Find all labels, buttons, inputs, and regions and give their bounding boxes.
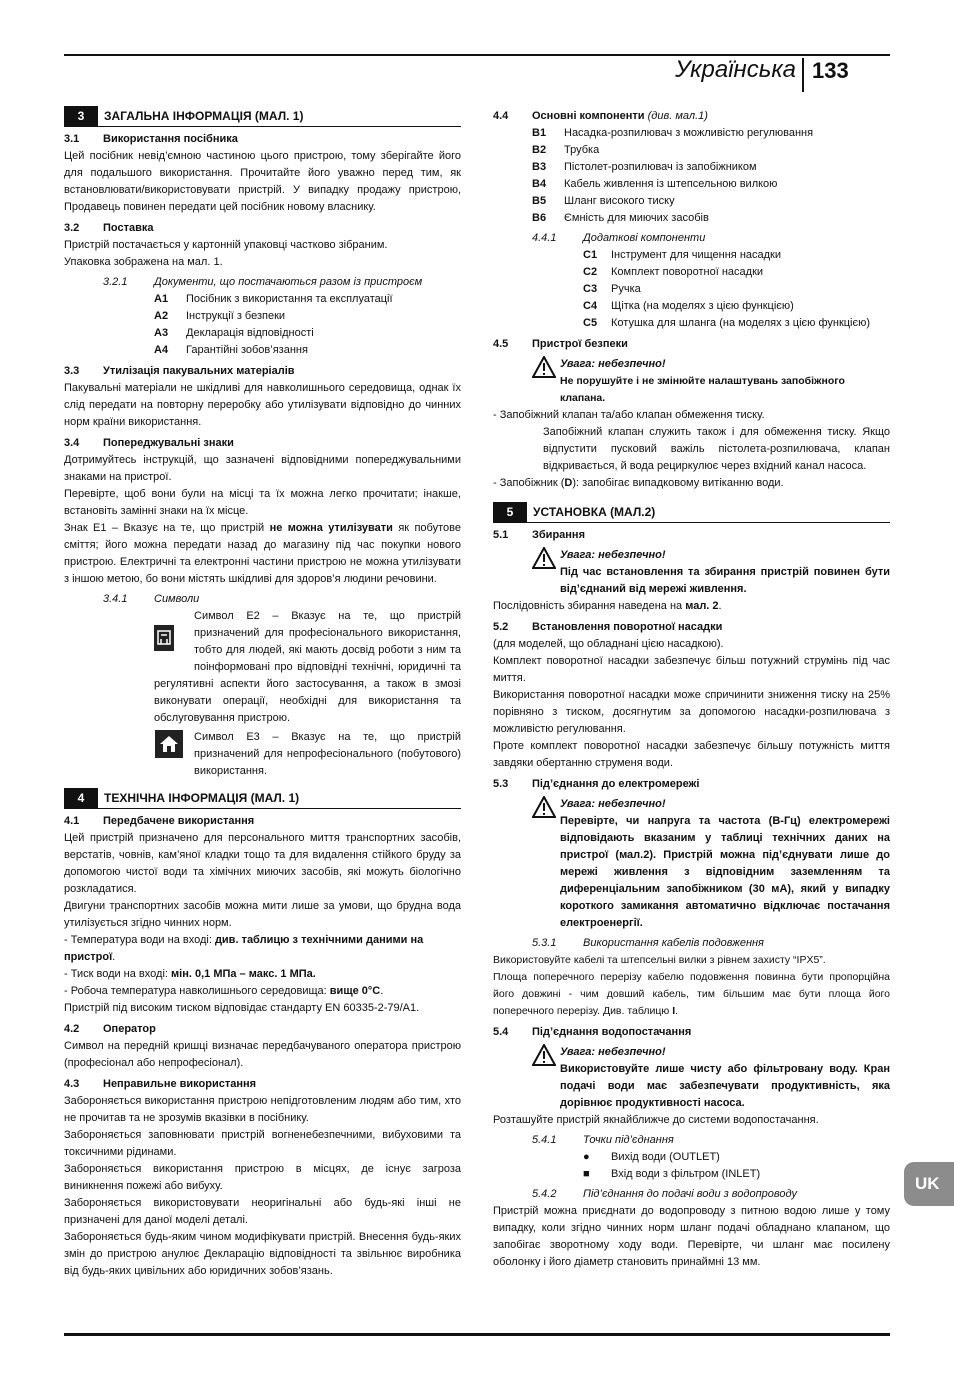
symbol-e2 [154,608,194,668]
component-list-b [532,125,890,227]
paragraph: Забороняється заповнювати пристрій вогненебезпечними, вибуховими та токсичними рідинами. [64,1129,461,1158]
subsection-4-5: 4.5 Пристрої безпеки [493,338,628,350]
list-item: A3 Декларація відповідності [154,327,314,339]
warning-block [532,1044,890,1112]
list-item: C3 Ручка [583,283,641,295]
list-item: A4 Гарантійні зобов’язання [154,344,308,356]
list-item: C4 Щітка (на моделях з цією функцією) [583,300,794,312]
header-divider [802,58,804,92]
warning-icon [532,796,560,932]
paragraph-e1: Знак E1 – Вказує на те, що пристрій не можна утилізувати як побутове сміття; його можна передати назад до магазину під час покупки нового пристрою. Електричні та електронні частини пристрою не можна утилізувати з іншою метою, бо вони містять шкідливі для здоров’я людини речовини. [64,522,461,585]
paragraph: Перевірте, щоб вони були на місці та їх можна легко прочитати; інакше, встановіть замінні знаки на їх місце. [64,488,461,517]
bullet: - Температура води на вході: див. таблицю з технічними даними на пристрої. [64,934,424,963]
footer-rule [64,1333,890,1336]
page-number: 133 [812,58,849,83]
paragraph: (для моделей, що обладнані цією насадкою). [493,638,724,650]
list-item: A1 Посібник з використання та експлуатації [154,293,393,305]
subsection-5-1: 5.1 Збирання [493,529,585,541]
warning-title: Увага: небезпечно! [560,798,666,810]
subsection-5-2: 5.2 Встановлення поворотної насадки [493,621,723,633]
subsection-4-4: 4.4 Основні компоненти (див. мал.1) [493,110,708,122]
paragraph: Символ на передній кришці визначає передбачуваного оператора пристрою (професіонал або непрофесіонал). [64,1040,461,1069]
list-item: B1 Насадка-розпилювач з можливістю регулювання [532,127,814,139]
subsubsection-3-4-1: 3.4.1 Символи [103,593,200,605]
paragraph: - Запобіжний клапан та/або клапан обмеження тиску. [493,409,765,421]
paragraph: Упаковка зображена на мал. 1. [64,256,223,268]
paragraph: Дотримуйтесь інструкцій, що зазначені відповідними попереджувальними знаками на пристрої. [64,454,461,483]
paragraph: - Запобіжник (D): запобігає випадковому витіканню води. [493,477,784,489]
warning-title: Увага: небезпечно! [560,549,666,561]
paragraph: Забороняється використання пристрою непідготовленим людям або тим, хто не прочитав та не зрозумів вказівки в посібнику. [64,1095,461,1124]
warning-block [532,547,890,598]
home-use-icon [154,729,184,759]
warning-title: Увага: небезпечно! [560,1046,666,1058]
subsection-4-2: 4.2 Оператор [64,1023,156,1035]
paragraph: Пристрій можна приєднати до водопроводу з питною водою лише у тому випадку, коли згідно чинних норм шланг подачі обладнано клапаном, що запобігає зворотному ходу води. Перевірте, чи шланг має посилену оболонку і його діаметр становить принаймні 13 мм. [493,1205,890,1268]
paragraph: Запобіжний клапан служить також і для обмеження тиску. Якщо відпустити пусковий важіль пістолета-розпилювача, клапан відкривається, й вода рециркулює через вхідний канал насоса. [543,426,890,472]
paragraph: Проте комплект поворотної насадки забезпечує більшу потужність миття завдяки обертанню струменя води. [493,740,890,769]
subsection-3-4: 3.4 Попереджувальні знаки [64,437,234,449]
section-title: УСТАНОВКА (МАЛ.2) [533,504,656,519]
paragraph: Комплект поворотної насадки забезпечує більш потужний струмінь під час миття. [493,655,890,684]
paragraph: Розташуйте пристрій якнайближче до системи водопостачання. [493,1114,819,1126]
connection-points [583,1149,890,1183]
paragraph: Забороняється використовувати неоригінальні або будь-які інші не призначені для даної моделі деталі. [64,1197,461,1226]
paragraph: Площа поперечного перерізу кабелю подовження повинна бути пропорційна його довжині - чим довший кабель, тим більшим має бути площа його поперечного перерізу. Див. таблицю I. [493,971,890,1017]
warning-text: Під час встановлення та збирання пристрій повинен бути від’єднаний від мережі живлення. [560,566,890,595]
subsection-3-1: 3.1 Використання посібника [64,133,238,145]
list-item: C2 Комплект поворотної насадки [583,266,764,278]
component-list-c [583,247,890,332]
paragraph: Цей пристрій призначено для персонального миття транспортних засобів, верстатів, човнів, кам’яної кладки тощо та для видалення стійкого бруду за допомогою чистої води та хімічних миючих засобів, які можуть біологічно розкладатися. [64,832,461,895]
subsubsection-3-2-1: 3.2.1 Документи, що постачаються разом із пристроєм [103,276,423,288]
warning-block [532,796,890,932]
subsection-5-4: 5.4 Під’єднання водопостачання [493,1026,692,1038]
bullet: - Робоча температура навколишнього середовища: вище 0°C. [64,985,384,997]
section-5-heading [493,502,890,523]
subsection-4-3: 4.3 Неправильне використання [64,1078,257,1090]
left-column [64,106,461,1280]
header-language: Українська [675,56,796,83]
section-number: 5 [493,502,527,522]
circle-icon: ● [583,1151,590,1163]
component-list-a [154,291,461,359]
paragraph: Цей посібник невід’ємною частиною цього пристрою, тому зберігайте його для подальшого використання. Прочитайте його уважно перед тим, як встановлювати/використовувати пристрій. У випадку продажу пристрою, Продавець повинен передати цей посібник новому власнику. [64,150,461,213]
paragraph: Використання поворотної насадки може спричинити зниження тиску на 25% порівняно з тиском, досягнутим за допомогою насадки-розпилювача з можливістю регулювання. [493,689,890,735]
symbol-e3 [154,729,194,780]
warning-title: Увага: небезпечно! [560,358,666,370]
list-item: C1 Інструмент для чищення насадки [583,249,782,261]
subsection-4-1: 4.1 Передбачене використання [64,815,255,827]
list-item: B5 Шланг високого тиску [532,195,675,207]
list-item: B4 Кабель живлення із штепсельною вилкою [532,178,778,190]
list-item: B3 Пістолет-розпилювач із запобіжником [532,161,757,173]
list-item: ■ Вхід води з фільтром (INLET) [583,1166,890,1183]
paragraph: Використовуйте кабелі та штепсельні вилки з рівнем захисту “IPX5”. [493,954,826,966]
subsection-3-2: 3.2 Поставка [64,222,154,234]
section-title: ТЕХНІЧНА ІНФОРМАЦІЯ (МАЛ. 1) [104,790,300,805]
paragraph: Пристрій постачається у картонній упаковці частково зібраним. [64,239,388,251]
subsection-5-3: 5.3 Під’єднання до електромережі [493,778,700,790]
paragraph: Пристрій під високим тиском відповідає стандарту EN 60335-2-79/A1. [64,1002,420,1014]
paragraph: Забороняється використання пристрою в місцях, де існує загроза виникнення пожежі або вибуху. [64,1163,461,1192]
section-4-heading [64,788,461,809]
square-icon: ■ [583,1168,590,1180]
subsubsection-4-4-1: 4.4.1 Додаткові компоненти [532,232,706,244]
list-item: B6 Ємність для миючих засобів [532,212,709,224]
symbol-e2-block [154,608,461,727]
section-number: 4 [64,788,98,808]
paragraph-e2: Символ E2 – Вказує на те, що пристрій призначений для професіонального використання, тобто для людей, які мають досвід роботи з ним та поінформовані про відповідні технічні, юридичні та регулятивні аспекти його застосування, а також в змозі виконувати операції, необхідні для використання та обслуговування пристрою. [154,610,461,724]
list-item: C5 Котушка для шланга (на моделях з цією функцією) [583,317,871,329]
subsubsection-5-4-1: 5.4.1 Точки під’єднання [532,1134,674,1146]
warning-icon [532,356,560,407]
paragraph: Забороняється будь-яким чином модифікувати пристрій. Внесення будь-яких змін до пристрою анулює Декларацію відповідності та звільнює виробника від будь-яких цивільних або юридичних зобов’язань. [64,1231,461,1277]
list-item: B2 Трубка [532,144,600,156]
right-column [493,104,890,1271]
professional-use-icon [154,625,174,651]
section-3-heading [64,106,461,127]
warning-text: Використовуйте лише чисту або фільтровану воду. Кран подачі води має забезпечувати продуктивність, яка дорівнює продуктивності насоса. [560,1063,890,1109]
subsubsection-5-4-2: 5.4.2 Під’єднання до подачі води з водопроводу [532,1188,797,1200]
paragraph: Послідовність збирання наведена на мал. 2. [493,600,722,612]
warning-text: Не порушуйте і не змінюйте налаштувань запобіжного клапана. [560,375,845,404]
paragraph: Пакувальні матеріали не шкідливі для навколишнього середовища, однак їх слід передати на повторну переробку або утилізувати відповідно до чинних норм країни використання. [64,382,461,428]
warning-text: Перевірте, чи напруга та частота (В-Гц) електромережі відповідають вказаним у таблиці технічних даних на пристрої (мал.2). Пристрій можна під’єднувати лише до мережі живлення з відповідним заземленням та диференціальним запобіжником (30 мА), який у випадку короткого замикання автоматично відключає постачання електроенергії. [560,815,890,929]
paragraph-e3: Символ E3 – Вказує на те, що пристрій призначений для непрофесіонального (побутового) використання. [194,731,461,777]
list-item: ● Вихід води (OUTLET) [583,1149,890,1166]
symbol-e3-block [154,729,461,780]
paragraph: Двигуни транспортних засобів можна мити лише за умови, що брудна вода утилізується згідно чинних норм. [64,900,461,929]
section-number: 3 [64,106,98,126]
bullet: - Тиск води на вході: мін. 0,1 МПа – макс. 1 МПа. [64,968,316,980]
warning-icon [532,547,560,598]
section-title: ЗАГАЛЬНА ІНФОРМАЦІЯ (МАЛ. 1) [104,108,304,123]
language-tab: UK [904,1162,954,1206]
warning-block [532,356,890,407]
subsubsection-5-3-1: 5.3.1 Використання кабелів подовження [532,937,764,949]
list-item: A2 Інструкції з безпеки [154,310,286,322]
warning-icon [532,1044,560,1112]
subsection-3-3: 3.3 Утилізація пакувальних матеріалів [64,365,295,377]
